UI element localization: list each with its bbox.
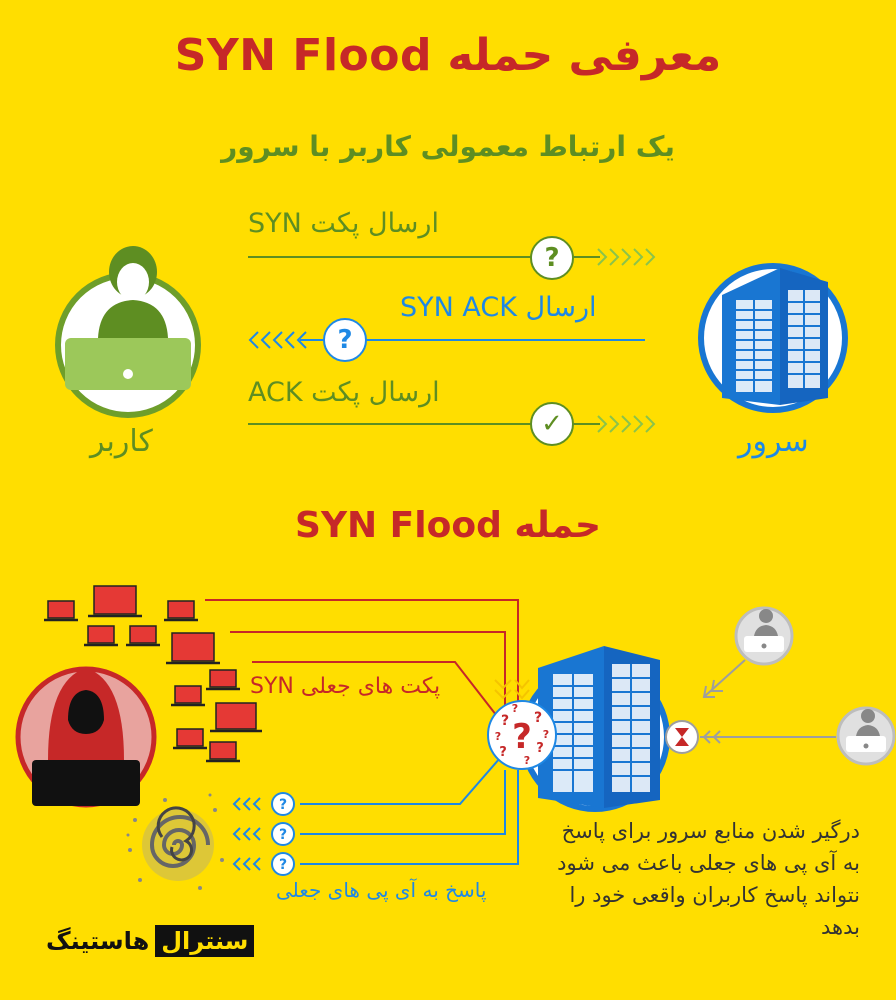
logo-part2: هاستینگ bbox=[46, 927, 150, 955]
hacker-icon bbox=[18, 668, 154, 806]
waiting-arrows bbox=[700, 660, 836, 743]
page-subtitle: یک ارتباط معمولی کاربر با سرور bbox=[221, 130, 675, 163]
svg-text:?: ? bbox=[500, 713, 510, 729]
svg-text:?: ? bbox=[533, 710, 543, 726]
syn-ack-arrow bbox=[250, 332, 645, 348]
svg-text:?: ? bbox=[278, 797, 288, 813]
spiral-icon bbox=[127, 794, 225, 891]
incoming-arrowheads bbox=[495, 680, 529, 698]
waiting-user-icon-bottom bbox=[838, 708, 894, 764]
user-label: کاربر bbox=[90, 424, 153, 459]
svg-text:?: ? bbox=[278, 857, 288, 873]
server-icon bbox=[701, 266, 845, 410]
syn-arrow bbox=[248, 249, 654, 265]
question-icons-reply bbox=[272, 793, 294, 875]
svg-text:?: ? bbox=[278, 827, 288, 843]
step2-label: ارسال SYN ACK bbox=[400, 292, 597, 323]
svg-text:?: ? bbox=[512, 717, 532, 757]
attack-section-title: حمله SYN Flood bbox=[295, 505, 601, 546]
confusion-bubble-icon bbox=[488, 701, 556, 769]
fake-syn-label: پکت های جعلی SYN bbox=[250, 674, 441, 699]
fake-ip-reply-label: پاسخ به آی پی های جعلی bbox=[276, 878, 487, 902]
svg-text:?: ? bbox=[536, 741, 544, 756]
hourglass-icon bbox=[666, 721, 698, 753]
logo bbox=[40, 925, 254, 957]
svg-text:?: ? bbox=[542, 728, 550, 741]
reply-arrowheads bbox=[234, 798, 260, 870]
step2-question-icon: ? bbox=[323, 318, 367, 362]
ack-arrow bbox=[248, 416, 654, 432]
server-label: سرور bbox=[738, 424, 809, 459]
page-title: معرفی حمله SYN Flood bbox=[174, 30, 722, 81]
waiting-user-icon-top bbox=[736, 608, 792, 664]
step1-question-icon: ? bbox=[530, 236, 574, 280]
step1-label: ارسال پکت SYN bbox=[248, 208, 439, 239]
svg-text:?: ? bbox=[523, 754, 531, 767]
attack-lines-red bbox=[205, 600, 518, 720]
svg-text:?: ? bbox=[499, 745, 507, 760]
step3-check-icon: ✓ bbox=[530, 402, 574, 446]
logo-part1: سنترال bbox=[155, 925, 254, 957]
attack-description: درگیر شدن منابع سرور برای پاسخ به آی پی های جعلی باعث می شود نتواند پاسخ کاربران واقعی خود را بدهد bbox=[557, 819, 860, 939]
attack-lines-blue bbox=[300, 758, 518, 864]
svg-text:?: ? bbox=[511, 702, 519, 715]
user-avatar-icon bbox=[58, 246, 198, 415]
step3-label: ارسال پکت ACK bbox=[248, 377, 440, 408]
svg-text:?: ? bbox=[494, 730, 502, 743]
